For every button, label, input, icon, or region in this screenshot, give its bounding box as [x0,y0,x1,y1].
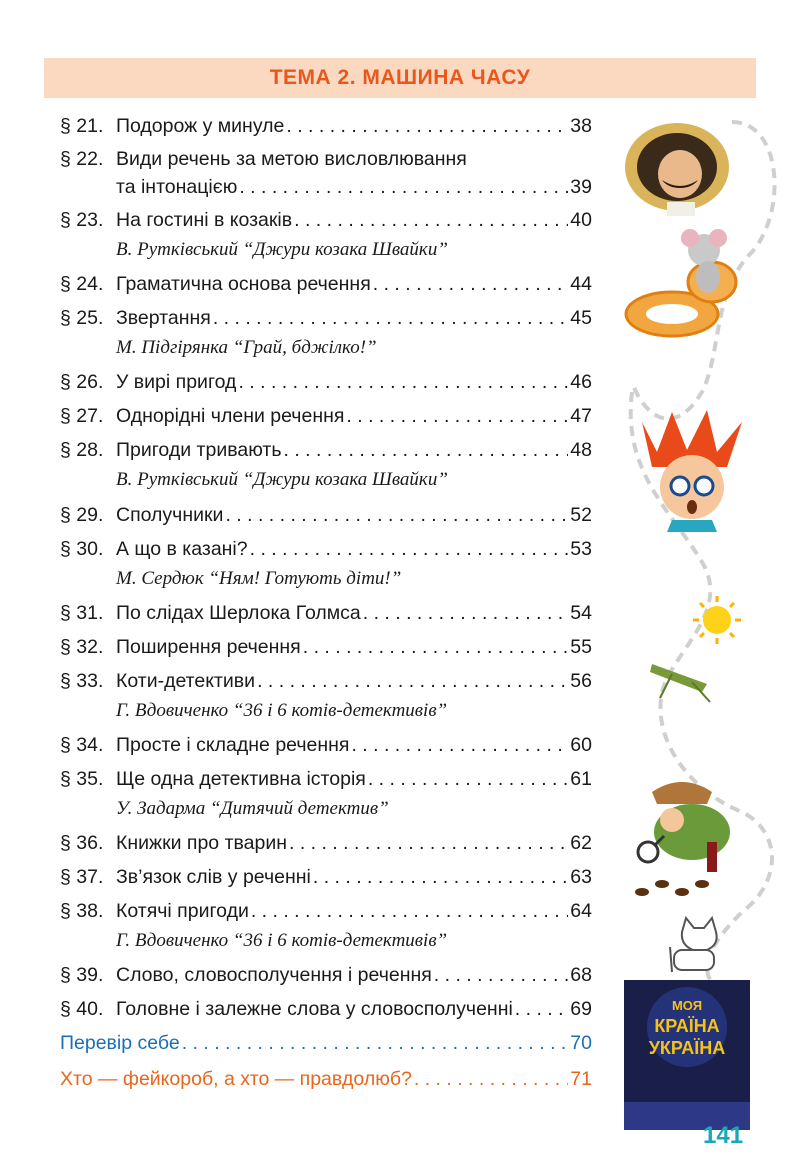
entry-page: 62 [570,832,592,854]
toc-entry-37[interactable] [60,863,592,891]
entry-page: 40 [570,209,592,231]
leader-dots [251,897,568,925]
toc-entry-27[interactable] [60,402,592,430]
toc-entry-33[interactable] [60,667,592,695]
toc-entry-29[interactable] [60,501,592,529]
entry-author: М. Підгірянка “Грай, бджілко!” [116,337,377,358]
entry-page: 63 [570,866,592,888]
toc-entry-review[interactable] [60,1029,592,1057]
leader-dots [257,667,568,695]
entry-title: Граматична основа речення [116,273,371,295]
entry-title: Поширення речення [116,636,301,658]
entry-number: § 40. [60,998,104,1020]
toc-entry-36[interactable] [60,829,592,857]
entry-number: § 23. [60,209,104,231]
leader-dots [414,1065,568,1093]
leader-dots [313,863,568,891]
section-title: ТЕМА 2. МАШИНА ЧАСУ [269,66,531,89]
leader-dots [294,206,568,234]
entry-title: Види речень за метою висловлювання [116,148,467,170]
entry-title: Звертання [116,307,211,329]
toc-entry-21[interactable] [60,112,592,140]
leader-dots [289,829,568,857]
leader-dots [250,535,569,563]
leader-dots [182,1029,569,1057]
entry-page: 46 [570,371,592,393]
red-haired-boy-illustration [642,410,742,532]
leader-dots [515,995,569,1023]
entry-title: Головне і залежне слова у словосполученні [116,998,513,1020]
entry-page: 38 [570,115,592,137]
entry-author: В. Рутківський “Джури козака Швайки” [116,239,448,260]
entry-page: 44 [570,273,592,295]
entry-title: Хто — фейкороб, а хто — правдолюб? [60,1068,412,1090]
toc-entry-34[interactable] [60,731,592,759]
book-cover-illustration [624,980,750,1130]
cossack-illustration [625,123,729,216]
toc-entry-39[interactable] [60,961,592,989]
leader-dots [434,961,569,989]
entry-author: В. Рутківський “Джури козака Швайки” [116,469,448,490]
entry-author: У. Задарма “Дитячий детектив” [116,798,389,819]
entry-title-cont: та інтонацією [116,176,238,198]
entry-number: § 29. [60,504,104,526]
entry-page: 54 [570,602,592,624]
entry-number: § 33. [60,670,104,692]
entry-title: На гостині в козаків [116,209,293,231]
entry-title: Ще одна детективна історія [116,768,366,790]
entry-page: 39 [570,176,592,198]
entry-title: Книжки про тварин [116,832,287,854]
entry-number: § 24. [60,273,104,295]
toc-entry-23[interactable] [60,206,592,234]
toc-entry-38[interactable] [60,897,592,925]
toc-entry-32[interactable] [60,633,592,661]
toc-entry-35[interactable] [60,765,592,793]
entry-page: 64 [570,900,592,922]
entry-number: § 37. [60,866,104,888]
entry-number: § 26. [60,371,104,393]
entry-number: § 32. [60,636,104,658]
entry-number: § 28. [60,439,104,461]
illustrations-column [612,92,800,1152]
leader-dots [368,765,568,793]
entry-title: Котячі пригоди [116,900,249,922]
cat-illustration [670,918,717,972]
entry-title: Пригоди тривають [116,439,282,461]
entry-title: Зв’язок слів у реченні [116,866,311,888]
entry-number: § 39. [60,964,104,986]
entry-author: Г. Вдовиченко “36 і 6 котів-детективів” [116,700,448,721]
entry-page: 56 [570,670,592,692]
leader-dots [363,599,569,627]
toc-entry-22-cont[interactable] [116,173,592,201]
page-number: 141 [703,1122,744,1149]
entry-title: Подорож у минуле [116,115,285,137]
entry-title: Просте і складне речення [116,734,350,756]
leader-dots [286,112,568,140]
entry-author: Г. Вдовиченко “36 і 6 котів-детективів” [116,930,448,951]
sun-illustration [693,596,741,644]
entry-number: § 22. [60,148,104,170]
entry-page: 45 [570,307,592,329]
entry-page: 60 [570,734,592,756]
entry-number: § 25. [60,307,104,329]
toc-entry-26[interactable] [60,368,592,396]
toc-entry-bonus[interactable] [60,1065,592,1093]
entry-page: 68 [570,964,592,986]
entry-title: Однорідні члени речення [116,405,345,427]
book-title-line1: МОЯ [671,998,703,1013]
toc-entry-25[interactable] [60,304,592,332]
entry-title: А що в казані? [116,538,248,560]
toc-entry-30[interactable] [60,535,592,563]
entry-author: М. Сердюк “Ням! Готують діти!” [116,568,402,589]
mouse-illustration [626,229,736,336]
leader-dots [283,436,568,464]
toc-entry-40[interactable] [60,995,592,1023]
entry-number: § 21. [60,115,104,137]
entry-page: 61 [570,768,592,790]
entry-page: 70 [570,1032,592,1054]
entry-number: § 35. [60,768,104,790]
entry-page: 71 [570,1068,592,1090]
toc-entry-28[interactable] [60,436,592,464]
toc-entry-31[interactable] [60,599,592,627]
entry-title: У вирі пригод [116,371,237,393]
leader-dots [213,304,568,332]
entry-page: 52 [570,504,592,526]
leader-dots [238,368,568,396]
entry-number: § 31. [60,602,104,624]
leader-dots [303,633,569,661]
entry-page: 47 [570,405,592,427]
leader-dots [225,501,568,529]
entry-title: По слідах Шерлока Голмса [116,602,361,624]
leader-dots [239,173,568,201]
leader-dots [351,731,568,759]
entry-number: § 36. [60,832,104,854]
entry-title: Перевір себе [60,1032,180,1054]
grasshopper-illustration [650,664,710,702]
leader-dots [346,402,568,430]
leader-dots [373,270,569,298]
toc-entry-22[interactable] [60,145,592,173]
entry-page: 69 [570,998,592,1020]
book-title-line2: КРАЇНА [654,1016,720,1036]
toc-entry-24[interactable] [60,270,592,298]
entry-title: Коти-детективи [116,670,256,692]
entry-page: 55 [570,636,592,658]
entry-title: Сполучники [116,504,224,526]
entry-number: § 27. [60,405,104,427]
book-title-line3: УКРАЇНА [648,1038,726,1058]
entry-number: § 38. [60,900,104,922]
entry-number: § 34. [60,734,104,756]
entry-page: 53 [570,538,592,560]
entry-page: 48 [570,439,592,461]
entry-title: Слово, словосполучення і речення [116,964,432,986]
entry-number: § 30. [60,538,104,560]
